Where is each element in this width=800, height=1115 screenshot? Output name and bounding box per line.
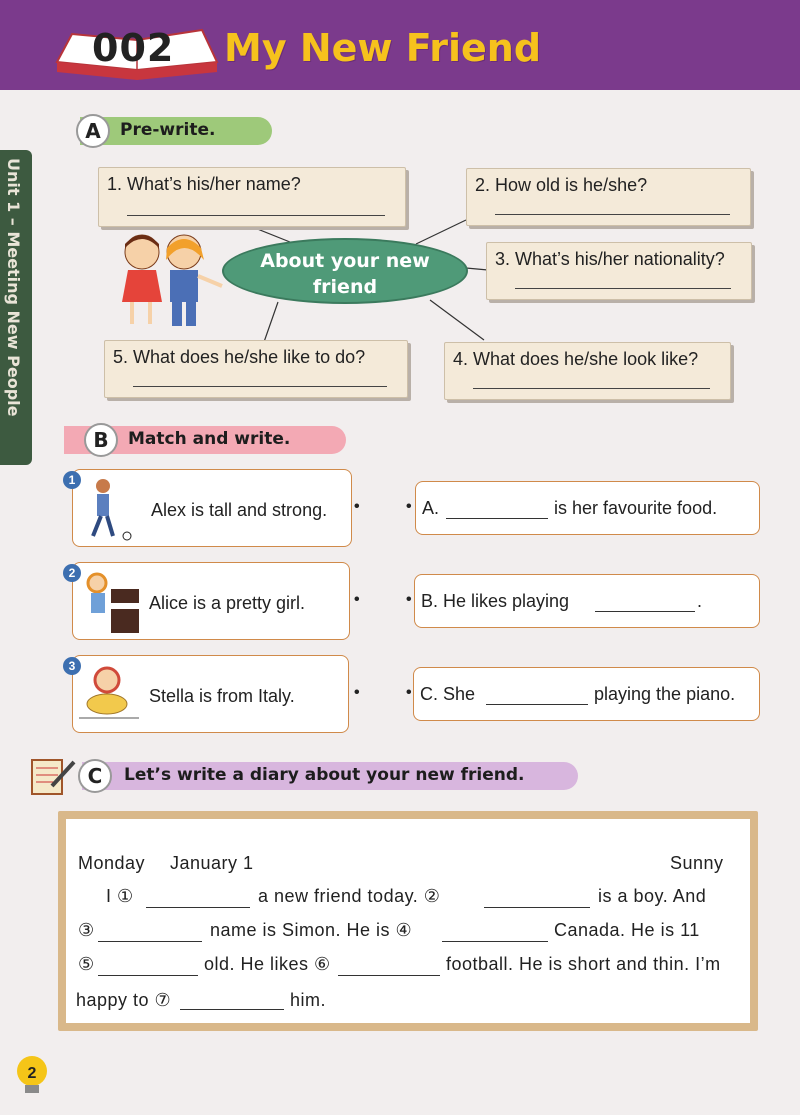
diary-weather: Sunny [670, 853, 724, 873]
center-topic-ellipse [222, 238, 468, 304]
diary-date: January 1 [170, 853, 254, 873]
section-letter: B [84, 423, 118, 457]
diary-text: is a boy. And [598, 886, 707, 906]
diary-day: Monday [78, 853, 146, 873]
answer-line[interactable] [473, 388, 710, 389]
question-box-looks [444, 342, 731, 400]
number-badge: 3 [63, 657, 81, 675]
blank-2[interactable] [484, 907, 590, 908]
match-right-box-a [415, 481, 760, 535]
match-dot-right-c[interactable]: • [406, 684, 412, 701]
answer-line[interactable] [515, 288, 731, 289]
number-badge: 2 [63, 564, 81, 582]
question-text: 3. What’s his/her nationality? [495, 249, 725, 269]
two-kids-illustration [106, 230, 226, 334]
diary-text: ⑤ [78, 954, 95, 974]
match-suffix: playing the piano. [594, 684, 736, 704]
question-box-hobby [104, 340, 408, 398]
unit-label: Unit 1 – Meeting New People [4, 158, 23, 417]
match-left-box-3 [72, 655, 349, 733]
boy-running-illustration [79, 476, 135, 542]
diary-box [58, 811, 758, 1031]
blank-6[interactable] [338, 975, 440, 976]
match-right-box-c [413, 667, 760, 721]
match-prefix: A. [422, 498, 440, 518]
girl-piano-illustration [81, 569, 141, 635]
match-sentence: Alice is a pretty girl. [149, 593, 306, 613]
match-sentence: Alex is tall and strong. [151, 500, 328, 520]
question-text: 1. What’s his/her name? [107, 174, 301, 194]
number-badge: 1 [63, 471, 81, 489]
center-topic-line1: About your new [260, 250, 430, 272]
section-c-banner [82, 762, 578, 790]
answer-line[interactable] [127, 215, 385, 216]
question-box-name [98, 167, 406, 227]
match-prefix: B. He likes playing [421, 591, 570, 611]
blank-7[interactable] [180, 1009, 284, 1010]
diary-text: a new friend today. ② [258, 886, 441, 906]
answer-blank[interactable] [486, 704, 588, 705]
blank-5[interactable] [98, 975, 198, 976]
diary-text: old. He likes ⑥ [204, 954, 331, 974]
blank-1[interactable] [146, 907, 250, 908]
diary-text: him. [290, 990, 327, 1010]
blank-4[interactable] [442, 941, 548, 942]
question-box-nationality [486, 242, 752, 300]
question-text: 5. What does he/she like to do? [113, 347, 366, 367]
page-number-bulb [14, 1055, 50, 1097]
section-title: Let’s write a diary about your new friend. [124, 765, 525, 785]
answer-line[interactable] [133, 386, 387, 387]
diary-text: name is Simon. He is ④ [210, 920, 413, 940]
answer-line[interactable] [495, 214, 730, 215]
section-title: Match and write. [128, 429, 291, 449]
diary-text: ③ [78, 920, 95, 940]
diary-text: football. He is short and thin. I’m [446, 954, 721, 974]
diary-text: Canada. He is 11 [554, 920, 700, 940]
answer-blank[interactable] [595, 611, 695, 612]
question-text: 2. How old is he/she? [475, 175, 648, 195]
match-dot-right-b[interactable]: • [406, 591, 412, 608]
girl-eating-illustration [79, 662, 139, 724]
match-dot-right-a[interactable]: • [406, 498, 412, 515]
match-prefix: C. She [420, 684, 476, 704]
match-suffix: . [697, 591, 703, 611]
diary-text: happy to ⑦ [76, 990, 172, 1010]
section-b-banner [64, 426, 346, 454]
notepad-pencil-icon [30, 756, 76, 796]
page-number: 2 [27, 1065, 37, 1082]
answer-blank[interactable] [446, 518, 548, 519]
question-text: 4. What does he/she look like? [453, 349, 699, 369]
section-letter: C [78, 759, 112, 793]
match-dot-left-1[interactable]: • [354, 498, 360, 515]
match-left-box-2 [72, 562, 350, 640]
blank-3[interactable] [98, 941, 202, 942]
diary-text: I ① [106, 886, 134, 906]
section-letter: A [76, 114, 110, 148]
lesson-number: 002 [92, 26, 175, 70]
match-dot-left-3[interactable]: • [354, 684, 360, 701]
match-suffix: is her favourite food. [554, 498, 718, 518]
page-title: My New Friend [224, 26, 542, 70]
question-box-age [466, 168, 751, 226]
match-sentence: Stella is from Italy. [149, 686, 295, 706]
match-right-box-b [414, 574, 760, 628]
section-title: Pre-write. [120, 120, 216, 140]
match-dot-left-2[interactable]: • [354, 591, 360, 608]
match-left-box-1 [72, 469, 352, 547]
center-topic-line2: friend [312, 276, 378, 298]
